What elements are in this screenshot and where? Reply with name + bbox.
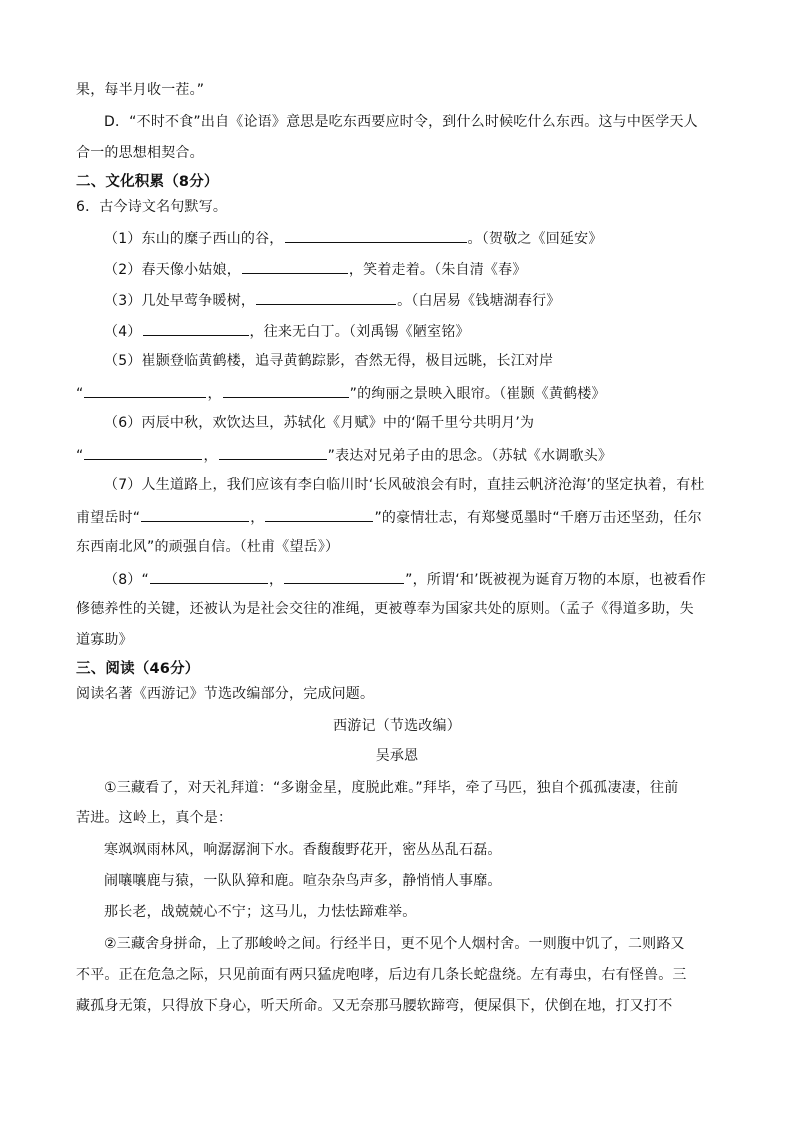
- item-text: ”表达对兄弟子由的思念。（苏轼《水调歌头》: [327, 448, 613, 464]
- recitation-item-8-cont: 修德养性的关键，还被认为是社会交往的准绳，更被尊奉为国家共处的原则。（孟子《得道多助，失: [76, 601, 694, 617]
- answer-blank[interactable]: [143, 320, 249, 336]
- item-text: ，: [203, 448, 218, 464]
- text-line: 果，每半月收一茬。”: [76, 82, 205, 98]
- paragraph-1-line1: ①三藏看了，对天礼拜道：“多谢金星，度脱此难。”拜毕，牵了马匹，独自个孤孤凄凄，往前: [104, 780, 679, 796]
- answer-blank[interactable]: [223, 382, 349, 398]
- reading-intro: 阅读名著《西游记》节选改编部分，完成问题。: [76, 686, 375, 702]
- recitation-item-4: [104, 320, 470, 342]
- passage-author: 吴承恩: [375, 748, 419, 764]
- item-text: 甫望岳时“: [76, 510, 141, 526]
- answer-blank[interactable]: [242, 258, 348, 274]
- recitation-item-5: （5）崔颢登临黄鹤楼，追寻黄鹤踪影，杳然无得，极目远眺，长江对岸: [104, 353, 554, 369]
- item-text: ，: [268, 572, 284, 588]
- answer-blank[interactable]: [285, 227, 467, 243]
- item-text: 。（白居易《钱塘湖春行》: [397, 293, 561, 309]
- paragraph-2-line3: 藏孤身无策，只得放下身心，听天所命。又无奈那马腰软蹄弯，便屎俱下，伏倒在地，打又打不: [76, 998, 673, 1014]
- poem-line: 寒飒飒雨林风，响潺潺涧下水。香馥馥野花开，密丛丛乱石磊。: [104, 842, 502, 858]
- item-text: ”的豪情壮志，有郑燮觅墨时“千磨万击还坚劲，任尔: [374, 510, 702, 526]
- item-text: “: [76, 386, 84, 402]
- recitation-item-8-end: 道寡助》: [76, 632, 133, 648]
- poem-line: 闹嚷嚷鹿与猿，一队队獐和鹿。喧杂杂鸟声多，静悄悄人事靡。: [104, 873, 502, 889]
- item-text: ，: [250, 510, 265, 526]
- section3-heading: 三、阅读（46分）: [76, 661, 200, 677]
- paragraph-2-line1: ②三藏舍身拼命，上了那峻岭之间。行经半日，更不见个人烟村舍。一则腹中饥了，二则路又: [104, 936, 685, 952]
- recitation-item-7-cont: [76, 506, 702, 528]
- item-text: ”，所谓‘和’既被视为诞育万物的本原，也被看作: [405, 572, 706, 588]
- recitation-item-1: [104, 227, 603, 249]
- answer-blank[interactable]: [284, 568, 404, 584]
- recitation-item-7: （7）人生道路上，我们应该有李白临川时‘长风破浪会有时，直挂云帆济沧海’的坚定执着，有杜: [104, 477, 705, 493]
- recitation-item-2: [104, 258, 527, 280]
- item-text: （2）春天像小姑娘，: [104, 262, 241, 278]
- recitation-item-6-cont: [76, 444, 612, 466]
- recitation-item-6: （6）丙辰中秋，欢饮达旦，苏轼化《月赋》中的‘隔千里兮共明月’为: [104, 415, 535, 431]
- answer-blank[interactable]: [256, 289, 396, 305]
- item-text: （3）几处早莺争暖树，: [104, 293, 256, 309]
- section2-heading: 二、文化积累（8分）: [76, 174, 219, 190]
- item-text: ，笑着走着。（朱自清《春》: [348, 262, 527, 278]
- option-d-line2: 合一的思想相契合。: [76, 145, 204, 161]
- item-text: （4）: [104, 324, 142, 340]
- question6-prompt: 6．古今诗文名句默写。: [76, 199, 228, 215]
- item-text: （8）“: [104, 572, 149, 588]
- poem-line: 那长老，战兢兢心不宁；这马儿，力怯怯蹄难举。: [104, 904, 417, 920]
- answer-blank[interactable]: [219, 444, 327, 460]
- passage-title: 西游记（节选改编）: [333, 718, 461, 734]
- item-text: （1）东山的糜子西山的谷，: [104, 231, 284, 247]
- paragraph-2-line2: 不平。正在危急之际，只见前面有两只猛虎咆哮，后边有几条长蛇盘绕。左有毒虫，右有怪兽。三: [76, 967, 687, 983]
- answer-blank[interactable]: [141, 506, 249, 522]
- recitation-item-7-end: 东西南北风”的顽强自信。（杜甫《望岳》）: [76, 539, 340, 555]
- item-text: ，: [207, 386, 222, 402]
- option-d-line1: D．“不时不食”出自《论语》意思是吃东西要应时令，到什么时候吃什么东西。这与中医学天人: [104, 114, 698, 130]
- answer-blank[interactable]: [265, 506, 373, 522]
- item-text: 。（贺敬之《回延安》: [467, 231, 603, 247]
- answer-blank[interactable]: [84, 382, 206, 398]
- answer-blank[interactable]: [84, 444, 202, 460]
- answer-blank[interactable]: [150, 568, 268, 584]
- item-text: ”的绚丽之景映入眼帘。（崔颢《黄鹤楼》: [349, 386, 606, 402]
- item-text: “: [76, 448, 84, 464]
- recitation-item-8: [104, 568, 706, 590]
- recitation-item-5-cont: [76, 382, 606, 404]
- item-text: ，往来无白丁。（刘禹锡《陋室铭》: [249, 324, 470, 340]
- recitation-item-3: [104, 289, 561, 311]
- paragraph-1-line2: 苦进。这岭上，真个是：: [76, 810, 233, 826]
